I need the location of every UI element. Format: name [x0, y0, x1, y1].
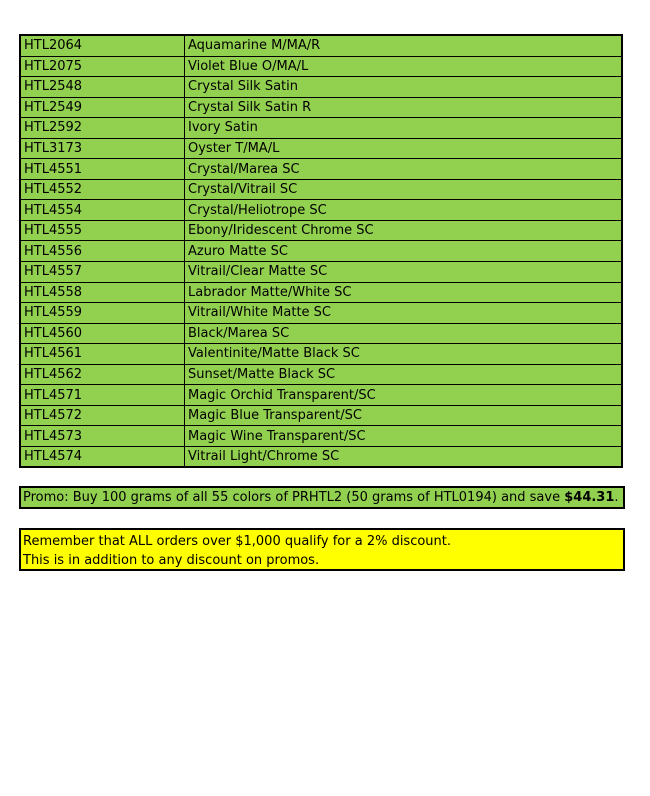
- table-row: [20, 35, 622, 56]
- table-row: [20, 323, 622, 344]
- table-row: [20, 179, 622, 200]
- product-code-cell: HTL4562: [20, 364, 185, 385]
- product-code-cell: HTL4556: [20, 241, 185, 262]
- table-row: [20, 364, 622, 385]
- product-name-cell: Crystal/Marea SC: [185, 159, 623, 180]
- product-code-cell: HTL4557: [20, 262, 185, 283]
- product-name-cell: Crystal Silk Satin R: [185, 97, 623, 118]
- table-row: [20, 220, 622, 241]
- product-name-cell: Sunset/Matte Black SC: [185, 364, 623, 385]
- product-name-cell: Ivory Satin: [185, 118, 623, 139]
- product-code-cell: HTL4552: [20, 179, 185, 200]
- product-name-cell: Crystal/Heliotrope SC: [185, 200, 623, 221]
- promo-text: Promo: Buy 100 grams of all 55 colors of PRHTL2 (50 grams of HTL0194) and save: [23, 490, 565, 505]
- product-name-cell: Vitrail Light/Chrome SC: [185, 446, 623, 467]
- product-code-cell: HTL4558: [20, 282, 185, 303]
- table-row: [20, 405, 622, 426]
- table-row: [20, 241, 622, 262]
- product-name-cell: Magic Blue Transparent/SC: [185, 405, 623, 426]
- product-code-cell: HTL4571: [20, 385, 185, 406]
- product-code-cell: HTL2549: [20, 97, 185, 118]
- product-rows: [20, 35, 622, 467]
- table-row: [20, 303, 622, 324]
- table-row: [20, 56, 622, 77]
- product-name-cell: Vitrail/White Matte SC: [185, 303, 623, 324]
- table-row: [20, 138, 622, 159]
- table-row: [20, 344, 622, 365]
- table-row: [20, 282, 622, 303]
- product-code-cell: HTL4559: [20, 303, 185, 324]
- product-name-cell: Crystal/Vitrail SC: [185, 179, 623, 200]
- table-row: [20, 159, 622, 180]
- table-row: [20, 426, 622, 447]
- product-code-cell: HTL4555: [20, 220, 185, 241]
- product-code-cell: HTL4574: [20, 446, 185, 467]
- product-code-cell: HTL2548: [20, 77, 185, 98]
- product-name-cell: Black/Marea SC: [185, 323, 623, 344]
- product-code-cell: HTL4561: [20, 344, 185, 365]
- product-code-cell: HTL4573: [20, 426, 185, 447]
- table-row: [20, 385, 622, 406]
- product-name-cell: Violet Blue O/MA/L: [185, 56, 623, 77]
- product-name-cell: Oyster T/MA/L: [185, 138, 623, 159]
- promo-suffix: .: [614, 490, 619, 505]
- product-name-cell: Crystal Silk Satin: [185, 77, 623, 98]
- product-name-cell: Magic Orchid Transparent/SC: [185, 385, 623, 406]
- product-name-cell: Labrador Matte/White SC: [185, 282, 623, 303]
- product-code-cell: HTL4551: [20, 159, 185, 180]
- product-code-cell: HTL4560: [20, 323, 185, 344]
- discount-note: [19, 528, 625, 571]
- product-name-cell: Valentinite/Matte Black SC: [185, 344, 623, 365]
- product-code-cell: HTL2064: [20, 35, 185, 56]
- table-row: [20, 200, 622, 221]
- product-code-cell: HTL3173: [20, 138, 185, 159]
- product-code-cell: HTL2592: [20, 118, 185, 139]
- product-code-cell: HTL4572: [20, 405, 185, 426]
- table-row: [20, 262, 622, 283]
- discount-note-line-2: This is in addition to any discount on promos.: [23, 553, 320, 568]
- product-name-cell: Vitrail/Clear Matte SC: [185, 262, 623, 283]
- product-name-cell: Magic Wine Transparent/SC: [185, 426, 623, 447]
- discount-note-line-1: Remember that ALL orders over $1,000 qualify for a 2% discount.: [23, 534, 452, 549]
- table-row: [20, 77, 622, 98]
- product-name-cell: Ebony/Iridescent Chrome SC: [185, 220, 623, 241]
- table-row: [20, 446, 622, 467]
- promo-savings-amount: $44.31: [564, 490, 615, 505]
- promo-box: [19, 486, 625, 509]
- product-code-cell: HTL2075: [20, 56, 185, 77]
- product-name-cell: Azuro Matte SC: [185, 241, 623, 262]
- product-name-cell: Aquamarine M/MA/R: [185, 35, 623, 56]
- product-code-cell: HTL4554: [20, 200, 185, 221]
- product-table: [19, 34, 623, 468]
- table-row: [20, 118, 622, 139]
- table-row: [20, 97, 622, 118]
